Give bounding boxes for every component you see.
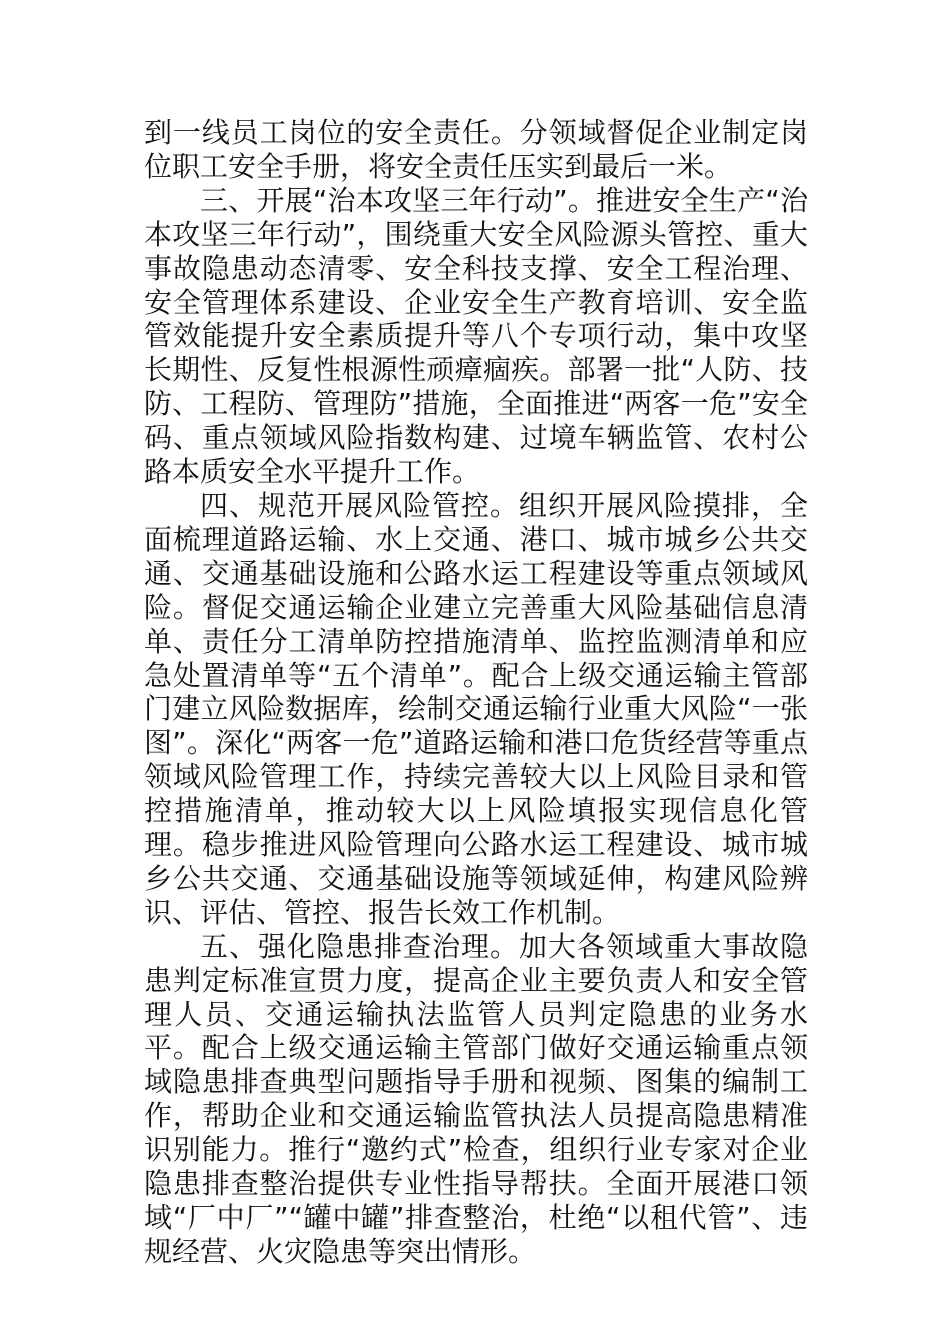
paragraph-three-year-action: 三、开展“治本攻坚三年行动”。推进安全生产“治本攻坚三年行动”，围绕重大安全风险源头管控、重大事故隐患动态清零、安全科技支撑、安全工程治理、安全管理体系建设、企业安全生产教育培训、安全监管效能提升安全素质提升等八个专项行动，集中攻坚长期性、反复性根源性顽瘴痼疾。部署一批“人防、技防、工程防、管理防”措施，全面推进“两客一危”安全码、重点领域风险指数构建、过境车辆监管、农村公路本质安全水平提升工作。 [144,183,808,489]
paragraph-hazard-inspection: 五、强化隐患排查治理。加大各领域重大事故隐患判定标准宣贯力度，提高企业主要负责人和安全管理人员、交通运输执法监管人员判定隐患的业务水平。配合上级交通运输主管部门做好交通运输重点领域隐患排查典型问题指导手册和视频、图集的编制工作，帮助企业和交通运输监管执法人员提高隐患精准识别能力。推行“邀约式”检查，组织行业专家对企业隐患排查整治提供专业性指导帮扶。全面开展港口领域“厂中厂”“罐中罐”排查整治，杜绝“以租代管”、违规经营、火灾隐患等突出情形。 [144,929,808,1268]
document-page [144,116,808,1269]
paragraph-safety-responsibility: 到一线员工岗位的安全责任。分领域督促企业制定岗位职工安全手册，将安全责任压实到最后一米。 [144,116,808,183]
paragraph-risk-control: 四、规范开展风险管控。组织开展风险摸排，全面梳理道路运输、水上交通、港口、城市城乡公共交通、交通基础设施和公路水运工程建设等重点领域风险。督促交通运输企业建立完善重大风险基础信息清单、责任分工清单防控措施清单、监控监测清单和应急处置清单等“五个清单”。配合上级交通运输主管部门建立风险数据库，绘制交通运输行业重大风险“一张图”。深化“两客一危”道路运输和港口危货经营等重点领域风险管理工作，持续完善较大以上风险目录和管控措施清单，推动较大以上风险填报实现信息化管理。稳步推进风险管理向公路水运工程建设、城市城乡公共交通、交通基础设施等领域延伸，构建风险辨识、评估、管控、报告长效工作机制。 [144,488,808,929]
